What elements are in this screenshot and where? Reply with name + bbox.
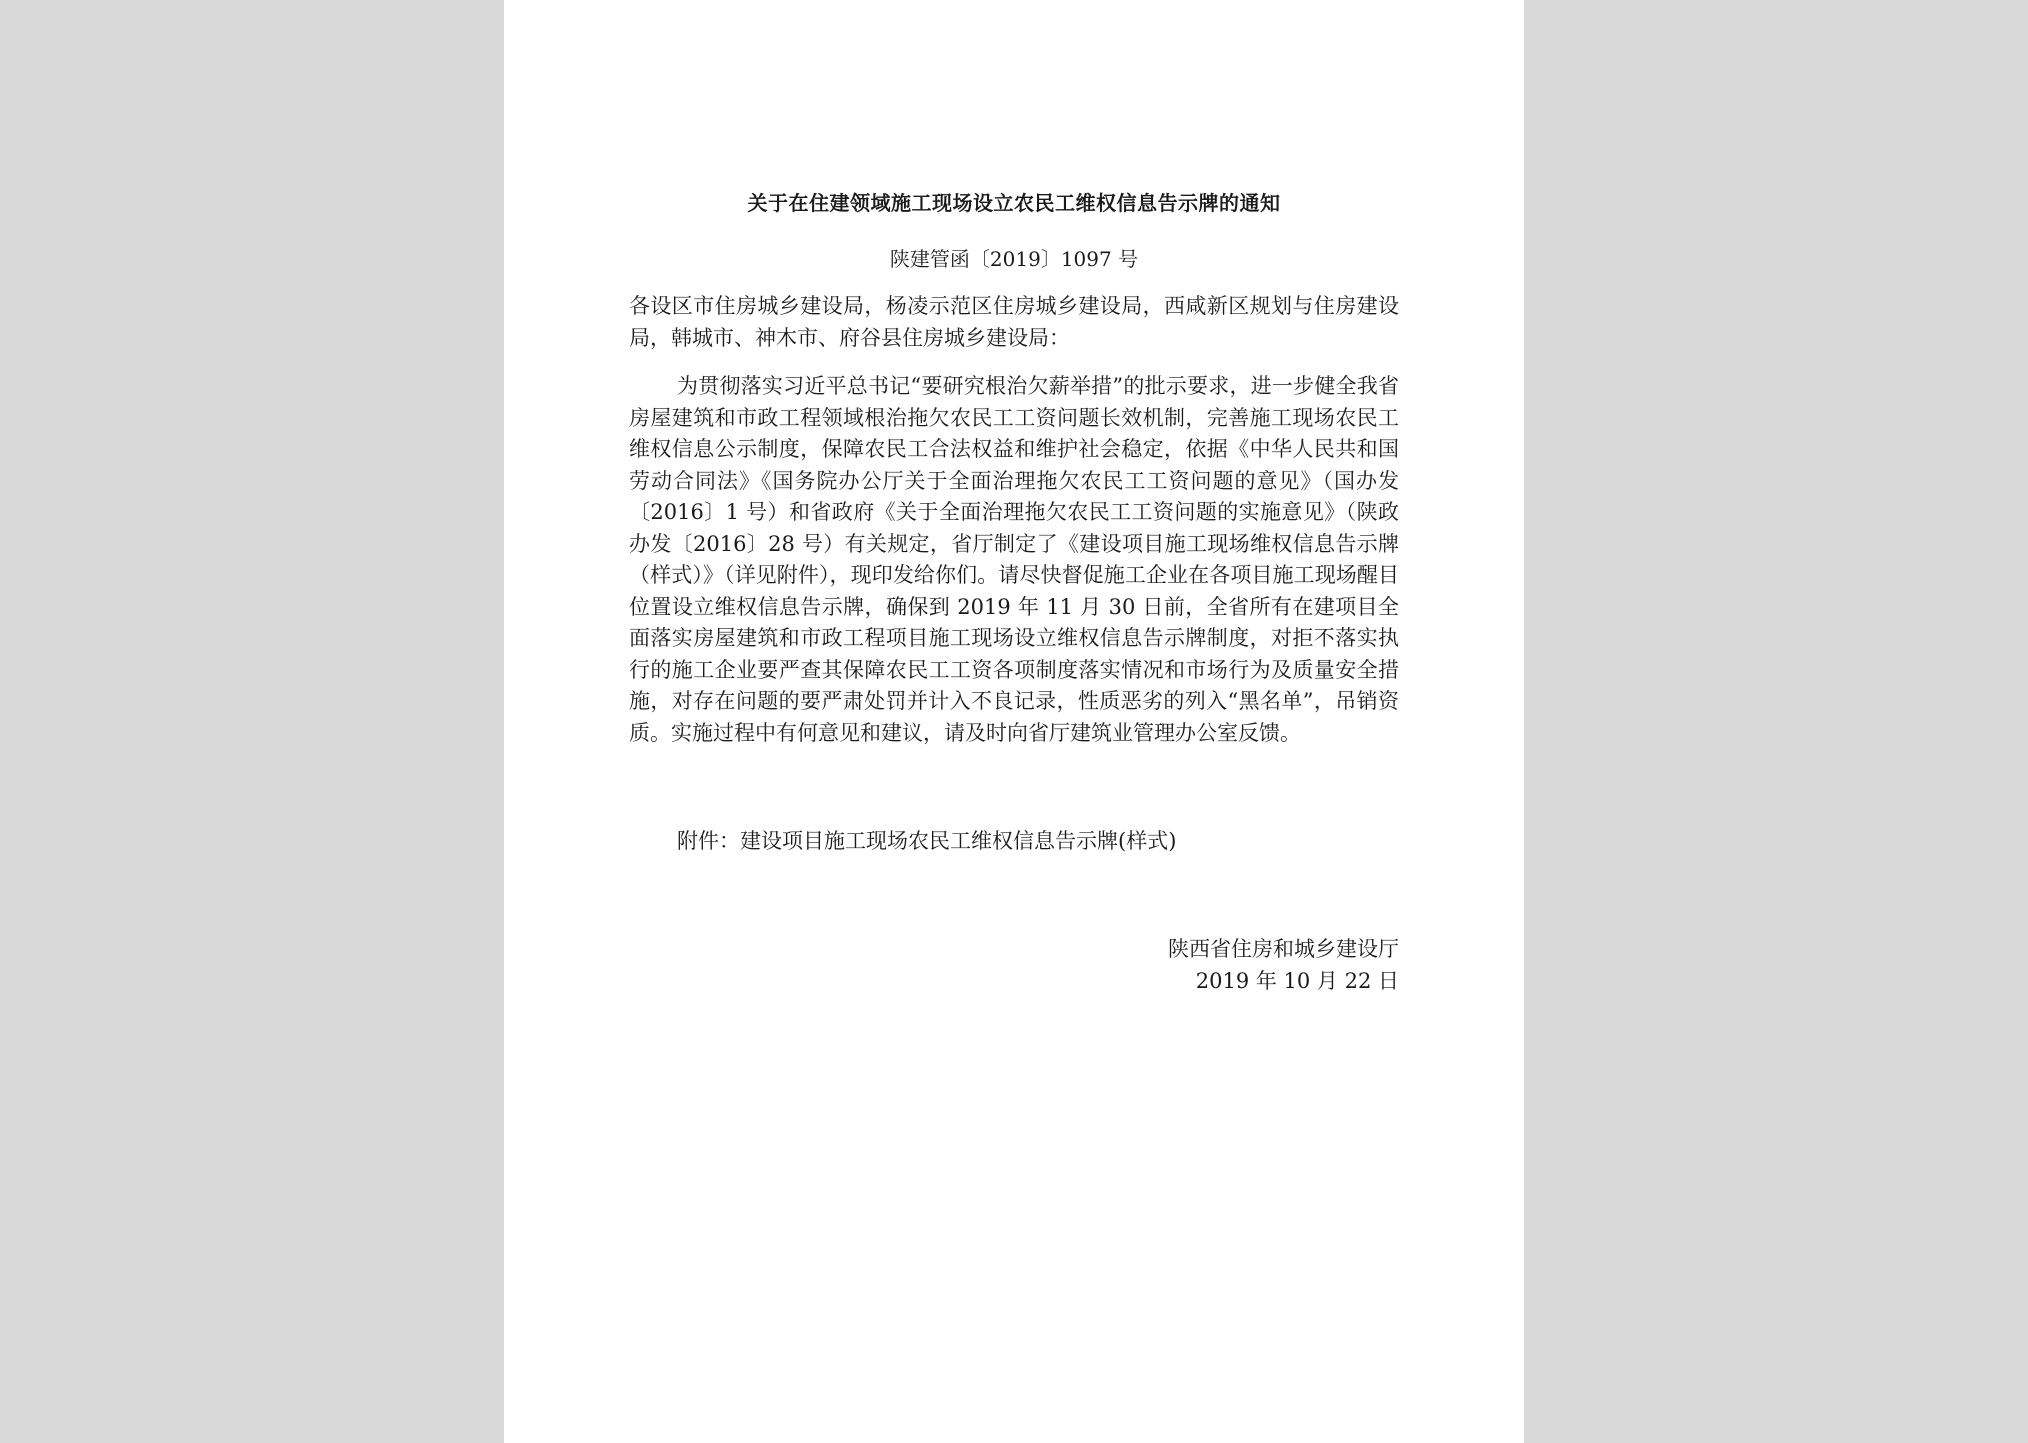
document-page <box>504 0 1524 1443</box>
document-title: 关于在住建领域施工现场设立农民工维权信息告示牌的通知 <box>747 191 1281 215</box>
signature-organization: 陕西省住房和城乡建设厅 <box>1168 937 1399 961</box>
signature-date: 2019 年 10 月 22 日 <box>1195 969 1399 993</box>
addressee: 各设区市住房城乡建设局，杨凌示范区住房城乡建设局，西咸新区规划与住房建设局，韩城市、神木市、府谷县住房城乡建设局： <box>629 294 1399 350</box>
body-paragraph: 为贯彻落实习近平总书记“要研究根治欠薪举措”的批示要求，进一步健全我省房屋建筑和市政工程领域根治拖欠农民工工资问题长效机制，完善施工现场农民工维权信息公示制度，保障农民工合法权益和维护社会稳定，依据《中华人民共和国劳动合同法》《国务院办公厅关于全面治理拖欠农民工工资问题的意见》（国办发〔2016〕1 号）和省政府《关于全面治理拖欠农民工工资问题的实施意见》（陕政办发〔2016〕28 号）有关规定，省厅制定了《建设项目施工现场维权信息告示牌（样式）》（详见附件），现印发给你们。请尽快督促施工企业在各项目施工现场醒目位置设立维权信息告示牌，确保到 2019 年 11 月 30 日前，全省所有在建项目全面落实房屋建筑和市政工程项目施工现场设立维权信息告示牌制度，对拒不落实执行的施工企业要严查其保障农民工工资各项制度落实情况和市场行为及质量安全措施，对存在问题的要严肃处罚并计入不良记录，性质恶劣的列入“黑名单”，吊销资质。实施过程中有何意见和建议，请及时向省厅建筑业管理办公室反馈。 <box>629 374 1399 745</box>
attachment-line: 附件：建设项目施工现场农民工维权信息告示牌(样式) <box>677 829 1177 853</box>
document-number: 陕建管函〔2019〕1097 号 <box>889 247 1139 271</box>
